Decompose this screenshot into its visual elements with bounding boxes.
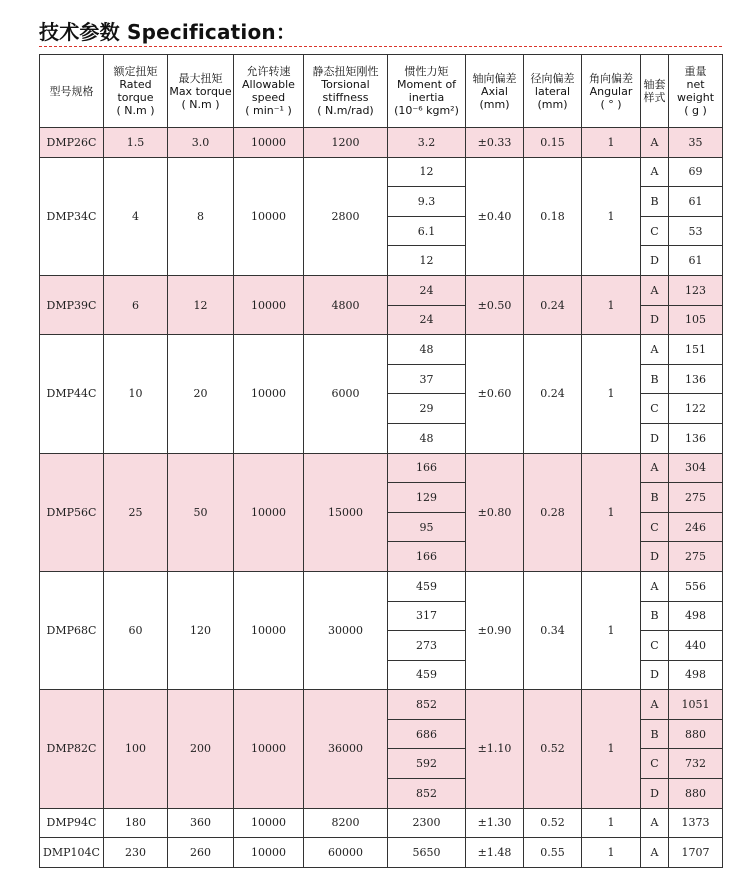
header-lateral-line: lateral [534,84,571,98]
speed-cell: 10000 [234,128,304,158]
weight-cell: 136 [669,364,723,394]
speed-cell: 10000 [234,453,304,571]
model-cell: DMP44C [40,335,104,453]
header-angular [582,55,641,128]
axial-cell: ±0.90 [466,571,524,689]
table-row [40,275,723,305]
table-row [40,808,723,838]
angular-cell: 1 [582,335,641,453]
sleeve-cell: A [641,335,669,365]
inertia-cell: 317 [388,601,466,631]
speed-cell: 10000 [234,838,304,868]
weight-cell: 498 [669,660,723,690]
inertia-cell: 37 [388,364,466,394]
inertia-cell: 852 [388,779,466,809]
header-rated-line: torque [117,91,154,104]
header-model [40,55,104,128]
header-lateral-line: 径向偏差 [530,71,575,85]
header-sleeve-line: 样式 [643,91,666,104]
weight-cell: 35 [669,128,723,158]
inertia-cell: 12 [388,157,466,187]
header-stiff [304,55,388,128]
weight-cell: 246 [669,512,723,542]
header-stiff-line: ( N.m/rad) [317,104,374,117]
header-sleeve [641,55,669,128]
weight-cell: 275 [669,542,723,572]
lateral-cell: 0.24 [524,275,582,334]
lateral-cell: 0.55 [524,838,582,868]
header-axial-line: (mm) [479,97,510,111]
rated-torque-cell: 230 [104,838,168,868]
stiffness-cell: 36000 [304,690,388,808]
inertia-cell: 166 [388,542,466,572]
header-rated-line: 额定扭矩 [113,65,158,78]
model-cell: DMP104C [40,838,104,868]
header-axial-line: 轴向偏差 [472,71,517,85]
weight-cell: 498 [669,601,723,631]
weight-cell: 275 [669,483,723,513]
header-speed-line: 允许转速 [246,65,291,78]
header-angular-line: ( ° ) [600,97,622,111]
weight-cell: 440 [669,631,723,661]
model-cell: DMP56C [40,453,104,571]
stiffness-cell: 4800 [304,275,388,334]
weight-cell: 1051 [669,690,723,720]
inertia-cell: 3.2 [388,128,466,158]
table-row [40,571,723,601]
stiffness-cell: 1200 [304,128,388,158]
header-stiff-line: stiffness [322,91,369,104]
header-inertia-line: 惯性力矩 [404,65,449,78]
inertia-cell: 24 [388,275,466,305]
sleeve-cell: D [641,542,669,572]
axial-cell: ±1.10 [466,690,524,808]
header-inertia [388,55,466,128]
sleeve-cell: D [641,246,669,276]
weight-cell: 1373 [669,808,723,838]
weight-cell: 105 [669,305,723,335]
table-row [40,128,723,158]
header-inertia-line: inertia [408,91,445,104]
table-body [40,128,723,868]
inertia-cell: 2300 [388,808,466,838]
lateral-cell: 0.52 [524,808,582,838]
inertia-cell: 166 [388,453,466,483]
sleeve-cell: A [641,690,669,720]
angular-cell: 1 [582,690,641,808]
rated-torque-cell: 4 [104,157,168,275]
weight-cell: 880 [669,779,723,809]
title-divider [39,46,722,47]
header-model-line: 型号规格 [49,84,94,98]
sleeve-cell: A [641,808,669,838]
header-inertia-line: Moment of [396,78,457,91]
header-angular-line: 角向偏差 [589,71,633,85]
angular-cell: 1 [582,808,641,838]
weight-cell: 556 [669,571,723,601]
header-rated [104,55,168,128]
header-row [40,55,723,128]
sleeve-cell: B [641,483,669,513]
inertia-cell: 12 [388,246,466,276]
model-cell: DMP39C [40,275,104,334]
header-rated-line: Rated [119,78,152,91]
rated-torque-cell: 180 [104,808,168,838]
model-cell: DMP34C [40,157,104,275]
inertia-cell: 592 [388,749,466,779]
sleeve-cell: C [641,512,669,542]
sleeve-cell: B [641,719,669,749]
page-title: 技术参数 Specification： [39,20,297,44]
header-axial [466,55,524,128]
max-torque-cell: 20 [168,335,234,453]
header-weight-line: ( g ) [684,104,707,117]
weight-cell: 123 [669,275,723,305]
max-torque-cell: 50 [168,453,234,571]
inertia-cell: 686 [388,719,466,749]
sleeve-cell: A [641,571,669,601]
angular-cell: 1 [582,453,641,571]
model-cell: DMP68C [40,571,104,689]
stiffness-cell: 60000 [304,838,388,868]
sleeve-cell: D [641,779,669,809]
header-angular-line: Angular [589,84,633,98]
axial-cell: ±1.48 [466,838,524,868]
model-cell: DMP82C [40,690,104,808]
speed-cell: 10000 [234,335,304,453]
specification-table [39,54,723,868]
header-stiff-line: 静态扭矩刚性 [312,65,379,78]
inertia-cell: 6.1 [388,216,466,246]
table-row [40,453,723,483]
header-sleeve-line: 轴套 [643,78,666,91]
header-speed-line: Allowable [242,78,295,91]
inertia-cell: 852 [388,690,466,720]
sleeve-cell: A [641,838,669,868]
max-torque-cell: 8 [168,157,234,275]
lateral-cell: 0.52 [524,690,582,808]
max-torque-cell: 120 [168,571,234,689]
angular-cell: 1 [582,571,641,689]
max-torque-cell: 360 [168,808,234,838]
header-axial-line: Axial [481,84,508,98]
header-lateral [524,55,582,128]
sleeve-cell: B [641,187,669,217]
max-torque-cell: 260 [168,838,234,868]
sleeve-cell: D [641,660,669,690]
weight-cell: 61 [669,246,723,276]
header-speed-line: ( min⁻¹ ) [245,104,292,117]
header-max-line: ( N.m ) [181,97,220,111]
inertia-cell: 48 [388,423,466,453]
angular-cell: 1 [582,275,641,334]
lateral-cell: 0.18 [524,157,582,275]
max-torque-cell: 200 [168,690,234,808]
inertia-cell: 48 [388,335,466,365]
header-rated-line: ( N.m ) [116,104,155,117]
axial-cell: ±0.40 [466,157,524,275]
stiffness-cell: 15000 [304,453,388,571]
header-stiff-line: Torsional [321,78,370,91]
header-inertia-line: (10⁻⁶ kgm²) [394,104,459,117]
speed-cell: 10000 [234,571,304,689]
sleeve-cell: A [641,275,669,305]
angular-cell: 1 [582,128,641,158]
lateral-cell: 0.34 [524,571,582,689]
max-torque-cell: 3.0 [168,128,234,158]
rated-torque-cell: 6 [104,275,168,334]
rated-torque-cell: 10 [104,335,168,453]
sleeve-cell: C [641,749,669,779]
max-torque-cell: 12 [168,275,234,334]
axial-cell: ±0.33 [466,128,524,158]
header-speed [234,55,304,128]
header-max-line: 最大扭矩 [178,71,223,85]
header-max [168,55,234,128]
model-cell: DMP26C [40,128,104,158]
sleeve-cell: A [641,128,669,158]
model-cell: DMP94C [40,808,104,838]
inertia-cell: 29 [388,394,466,424]
sleeve-cell: C [641,631,669,661]
stiffness-cell: 8200 [304,808,388,838]
weight-cell: 53 [669,216,723,246]
table-row [40,335,723,365]
speed-cell: 10000 [234,157,304,275]
speed-cell: 10000 [234,275,304,334]
axial-cell: ±0.50 [466,275,524,334]
axial-cell: ±0.60 [466,335,524,453]
speed-cell: 10000 [234,690,304,808]
rated-torque-cell: 100 [104,690,168,808]
lateral-cell: 0.15 [524,128,582,158]
axial-cell: ±0.80 [466,453,524,571]
inertia-cell: 459 [388,571,466,601]
angular-cell: 1 [582,157,641,275]
lateral-cell: 0.24 [524,335,582,453]
weight-cell: 136 [669,423,723,453]
weight-cell: 61 [669,187,723,217]
speed-cell: 10000 [234,808,304,838]
sleeve-cell: A [641,453,669,483]
weight-cell: 880 [669,719,723,749]
sleeve-cell: D [641,305,669,335]
header-weight-line: weight [676,91,715,104]
header-lateral-line: (mm) [537,97,568,111]
inertia-cell: 9.3 [388,187,466,217]
table-row [40,157,723,187]
sleeve-cell: C [641,216,669,246]
rated-torque-cell: 1.5 [104,128,168,158]
inertia-cell: 24 [388,305,466,335]
sleeve-cell: B [641,364,669,394]
header-speed-line: speed [251,91,286,104]
angular-cell: 1 [582,838,641,868]
header-max-line: Max torque [169,84,232,98]
rated-torque-cell: 25 [104,453,168,571]
inertia-cell: 273 [388,631,466,661]
weight-cell: 732 [669,749,723,779]
weight-cell: 304 [669,453,723,483]
stiffness-cell: 2800 [304,157,388,275]
stiffness-cell: 30000 [304,571,388,689]
weight-cell: 122 [669,394,723,424]
sleeve-cell: D [641,423,669,453]
header-weight-line: 重量 [684,65,707,78]
table-row [40,690,723,720]
weight-cell: 69 [669,157,723,187]
inertia-cell: 5650 [388,838,466,868]
axial-cell: ±1.30 [466,808,524,838]
header-weight [669,55,723,128]
inertia-cell: 459 [388,660,466,690]
weight-cell: 151 [669,335,723,365]
header-weight-line: net [686,78,705,91]
sleeve-cell: A [641,157,669,187]
rated-torque-cell: 60 [104,571,168,689]
lateral-cell: 0.28 [524,453,582,571]
table-row [40,838,723,868]
weight-cell: 1707 [669,838,723,868]
inertia-cell: 95 [388,512,466,542]
sleeve-cell: C [641,394,669,424]
sleeve-cell: B [641,601,669,631]
stiffness-cell: 6000 [304,335,388,453]
inertia-cell: 129 [388,483,466,513]
